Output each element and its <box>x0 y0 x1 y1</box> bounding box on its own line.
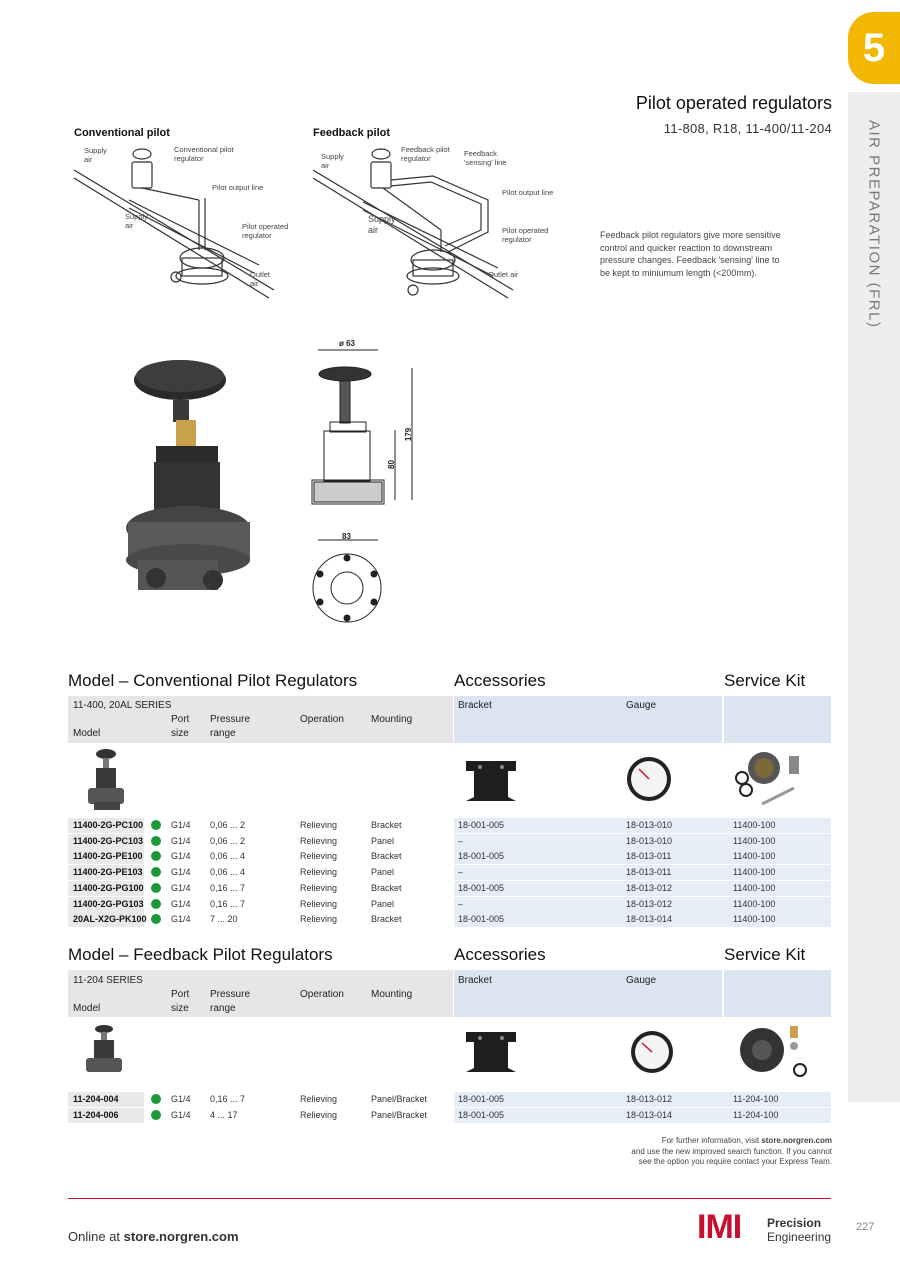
table-row <box>68 1092 831 1107</box>
row-operation: Relieving <box>300 898 338 909</box>
label-fb-pilot-operated-regulator: Pilot operated regulator <box>502 226 549 244</box>
dim-width: 83 <box>342 532 351 541</box>
series-label: 11-400, 20AL SERIES <box>73 700 172 711</box>
row-model: 11400-2G-PE100 <box>73 851 143 862</box>
row-port: G1/4 <box>171 867 191 878</box>
fb-accessories-table-header <box>454 970 722 1017</box>
row-bracket: 18-001-005 <box>458 882 505 893</box>
section-number-tab: 5 <box>848 12 900 84</box>
row-kit: 11400-100 <box>733 914 776 925</box>
row-port: G1/4 <box>171 851 191 862</box>
row-gauge: 18-013-012 <box>626 882 673 893</box>
fb-col-gauge: Gauge <box>626 975 657 986</box>
feedback-diagram-title: Feedback pilot <box>313 127 391 139</box>
dim-height: 179 <box>404 427 414 442</box>
label-pilot-output-line: Pilot output line <box>212 183 264 192</box>
regulator-thumb <box>84 746 130 812</box>
row-bracket: 18-001-005 <box>458 1094 505 1104</box>
fb-col-port: Port <box>171 989 190 1000</box>
gauge-image <box>624 754 674 804</box>
col-bracket: Bracket <box>458 700 492 711</box>
row-gauge: 18-013-014 <box>626 1109 673 1120</box>
row-kit: 11400-100 <box>733 835 776 846</box>
row-kit: 11400-100 <box>733 898 776 909</box>
page-title: Pilot operated regulators <box>635 93 832 113</box>
page-number: 227 <box>856 1221 875 1233</box>
fb-service-table-header <box>724 970 831 1017</box>
availability-dot-icon <box>151 914 161 924</box>
row-gauge: 18-013-011 <box>626 867 672 878</box>
row-model: 11400-2G-PC103 <box>73 835 144 846</box>
accessories-title: Accessories <box>454 671 546 690</box>
row-operation: Relieving <box>300 867 338 878</box>
online-at: Online at store.norgren.com <box>68 1229 239 1244</box>
availability-dot-icon <box>151 851 161 861</box>
label-feedback-pilot-regulator: Feedback pilot regulator <box>401 145 450 163</box>
dim-body-height: 80 <box>386 460 396 469</box>
row-bracket: 18-001-005 <box>458 1109 505 1120</box>
table-row <box>68 881 831 896</box>
imi-logo: IMI <box>697 1208 742 1246</box>
col-model: Model <box>73 728 101 739</box>
row-model: 11-204-006 <box>73 1109 119 1120</box>
row-kit: 11400-100 <box>733 882 776 893</box>
row-port: G1/4 <box>171 882 191 893</box>
row-range: 0,16 ... 7 <box>210 882 246 893</box>
row-mounting: Panel/Bracket <box>371 1109 428 1120</box>
fb-series-label: 11-204 SERIES <box>73 975 143 986</box>
label-fb-pilot-output-line: Pilot output line <box>502 188 554 197</box>
row-kit: 11400-100 <box>733 851 776 862</box>
col-operation: Operation <box>300 714 344 725</box>
availability-dot-icon <box>151 1094 161 1104</box>
row-port: G1/4 <box>171 1094 191 1104</box>
row-port: G1/4 <box>171 898 191 909</box>
row-mounting: Bracket <box>371 914 402 925</box>
col-gauge: Gauge <box>626 700 657 711</box>
row-model: 11400-2G-PG100 <box>73 882 144 893</box>
row-kit: 11400-100 <box>733 867 776 878</box>
row-range: 0,16 ... 7 <box>210 1094 246 1104</box>
table-row <box>68 834 831 849</box>
table-row <box>68 818 831 833</box>
col-pressure: Pressure <box>210 714 251 725</box>
availability-dot-icon <box>151 867 161 877</box>
col-pressure-range: range <box>210 728 236 739</box>
label-supply-air: Supply air <box>84 146 107 164</box>
row-range: 0,06 ... 2 <box>210 835 246 846</box>
availability-dot-icon <box>151 836 161 846</box>
dim-diameter: ø 63 <box>339 339 356 348</box>
label-fb-outlet-air: Outlet air <box>488 270 519 279</box>
row-model: 11400-2G-PG103 <box>73 898 144 909</box>
conventional-diagram-title: Conventional pilot <box>74 127 170 139</box>
table-row <box>68 1108 831 1123</box>
fb-service-kit-image <box>730 1022 810 1080</box>
store-link[interactable]: store.norgren.com <box>761 1136 832 1145</box>
row-operation: Relieving <box>300 851 338 862</box>
bracket-image <box>462 757 520 805</box>
service-kit-title: Service Kit <box>724 671 806 690</box>
fb-col-port-size: size <box>171 1003 189 1014</box>
row-bracket: 18-001-005 <box>458 820 505 830</box>
row-kit: 11-204-100 <box>733 1109 779 1120</box>
row-mounting: Panel/Bracket <box>371 1094 428 1104</box>
row-range: 0,06 ... 2 <box>210 820 246 830</box>
row-range: 4 ... 17 <box>210 1109 238 1120</box>
row-gauge: 18-013-010 <box>626 820 673 830</box>
row-model: 11400-2G-PC100 <box>73 820 144 830</box>
conventional-section-title: Model – Conventional Pilot Regulators <box>68 671 358 690</box>
col-mounting: Mounting <box>371 714 413 725</box>
footer-divider <box>68 1198 831 1199</box>
fb-gauge-image <box>628 1028 676 1076</box>
row-model: 11400-2G-PE103 <box>73 867 143 878</box>
row-mounting: Panel <box>371 867 395 878</box>
row-range: 0,06 ... 4 <box>210 851 246 862</box>
fb-col-model: Model <box>73 1003 101 1014</box>
label-supply-air-2: Supply air <box>125 212 148 230</box>
row-mounting: Panel <box>371 835 395 846</box>
accessories-table-header <box>454 696 722 743</box>
footer-info: For further information, visit store.norgren.com and use the new improved search function. If you cannot see the option you require contact your Express Team. <box>631 1136 832 1166</box>
row-bracket: 18-001-005 <box>458 851 505 862</box>
regulator-product-photo <box>118 350 268 600</box>
fb-bracket-image <box>462 1028 520 1076</box>
availability-dot-icon <box>151 883 161 893</box>
row-kit: 11-204-100 <box>733 1094 779 1104</box>
label-conventional-pilot-regulator: Conventional pilot regulator <box>174 145 234 163</box>
fb-service-kit-title: Service Kit <box>724 945 806 964</box>
row-operation: Relieving <box>300 820 338 830</box>
fb-col-mounting: Mounting <box>371 989 413 1000</box>
fb-col-pressure-range: range <box>210 1003 236 1014</box>
row-kit: 11400-100 <box>733 820 776 830</box>
service-kit-image <box>734 748 804 806</box>
col-port-size: size <box>171 728 189 739</box>
row-range: 7 ... 20 <box>210 914 238 925</box>
fb-accessories-title: Accessories <box>454 945 546 964</box>
row-model: 20AL-X2G-PK100 <box>73 914 147 925</box>
row-operation: Relieving <box>300 1109 338 1120</box>
logo-precision-engineering: Precision Engineering <box>767 1216 832 1244</box>
row-mounting: Bracket <box>371 851 402 862</box>
table-row <box>68 865 831 880</box>
label-pilot-operated-regulator: Pilot operated regulator <box>242 222 289 240</box>
table-row <box>68 897 831 912</box>
row-port: G1/4 <box>171 914 191 925</box>
label-feedback-sensing-line: Feedback 'sensing' line <box>464 149 507 167</box>
row-port: G1/4 <box>171 1109 191 1120</box>
fb-regulator-thumb <box>84 1022 124 1080</box>
fb-col-bracket: Bracket <box>458 975 492 986</box>
row-gauge: 18-013-010 <box>626 835 673 846</box>
fb-col-pressure: Pressure <box>210 989 251 1000</box>
row-operation: Relieving <box>300 835 338 846</box>
row-gauge: 18-013-014 <box>626 914 673 925</box>
availability-dot-icon <box>151 899 161 909</box>
row-mounting: Panel <box>371 898 395 909</box>
row-port: G1/4 <box>171 835 191 846</box>
row-bracket: – <box>458 867 464 878</box>
row-range: 0,06 ... 4 <box>210 867 246 878</box>
row-gauge: 18-013-011 <box>626 851 672 862</box>
page-subtitle: 11-808, R18, 11-400/11-204 <box>663 121 832 136</box>
row-operation: Relieving <box>300 882 338 893</box>
row-range: 0,16 ... 7 <box>210 898 246 909</box>
row-gauge: 18-013-012 <box>626 898 673 909</box>
online-store-link[interactable]: store.norgren.com <box>123 1229 239 1244</box>
service-table-header <box>724 696 831 743</box>
row-mounting: Bracket <box>371 882 402 893</box>
table-row <box>68 912 831 927</box>
row-operation: Relieving <box>300 914 338 925</box>
label-fb-supply-air: Supply air <box>321 152 344 170</box>
row-bracket: 18-001-005 <box>458 914 505 925</box>
feedback-section-title: Model – Feedback Pilot Regulators <box>68 945 333 964</box>
fb-col-operation: Operation <box>300 989 344 1000</box>
label-fb-supply-air-2: Supply air <box>368 214 396 235</box>
row-model: 11-204-004 <box>73 1094 119 1104</box>
row-bracket: – <box>458 898 464 909</box>
row-mounting: Bracket <box>371 820 402 830</box>
table-row <box>68 849 831 864</box>
dimension-drawing <box>300 338 430 638</box>
availability-dot-icon <box>151 1110 161 1120</box>
col-port: Port <box>171 714 190 725</box>
availability-dot-icon <box>151 820 161 830</box>
section-label: AIR PREPARATION (FRL) <box>865 120 883 329</box>
row-operation: Relieving <box>300 1094 338 1104</box>
feedback-description: Feedback pilot regulators give more sensitive control and quicker reaction to downstream pressure changes. Feedback 'sensing' line to be kept to miniumum length (<200mm). <box>600 230 781 278</box>
row-port: G1/4 <box>171 820 191 830</box>
label-outlet-air: Outlet air <box>250 270 271 288</box>
row-bracket: – <box>458 835 464 846</box>
row-gauge: 18-013-012 <box>626 1094 673 1104</box>
